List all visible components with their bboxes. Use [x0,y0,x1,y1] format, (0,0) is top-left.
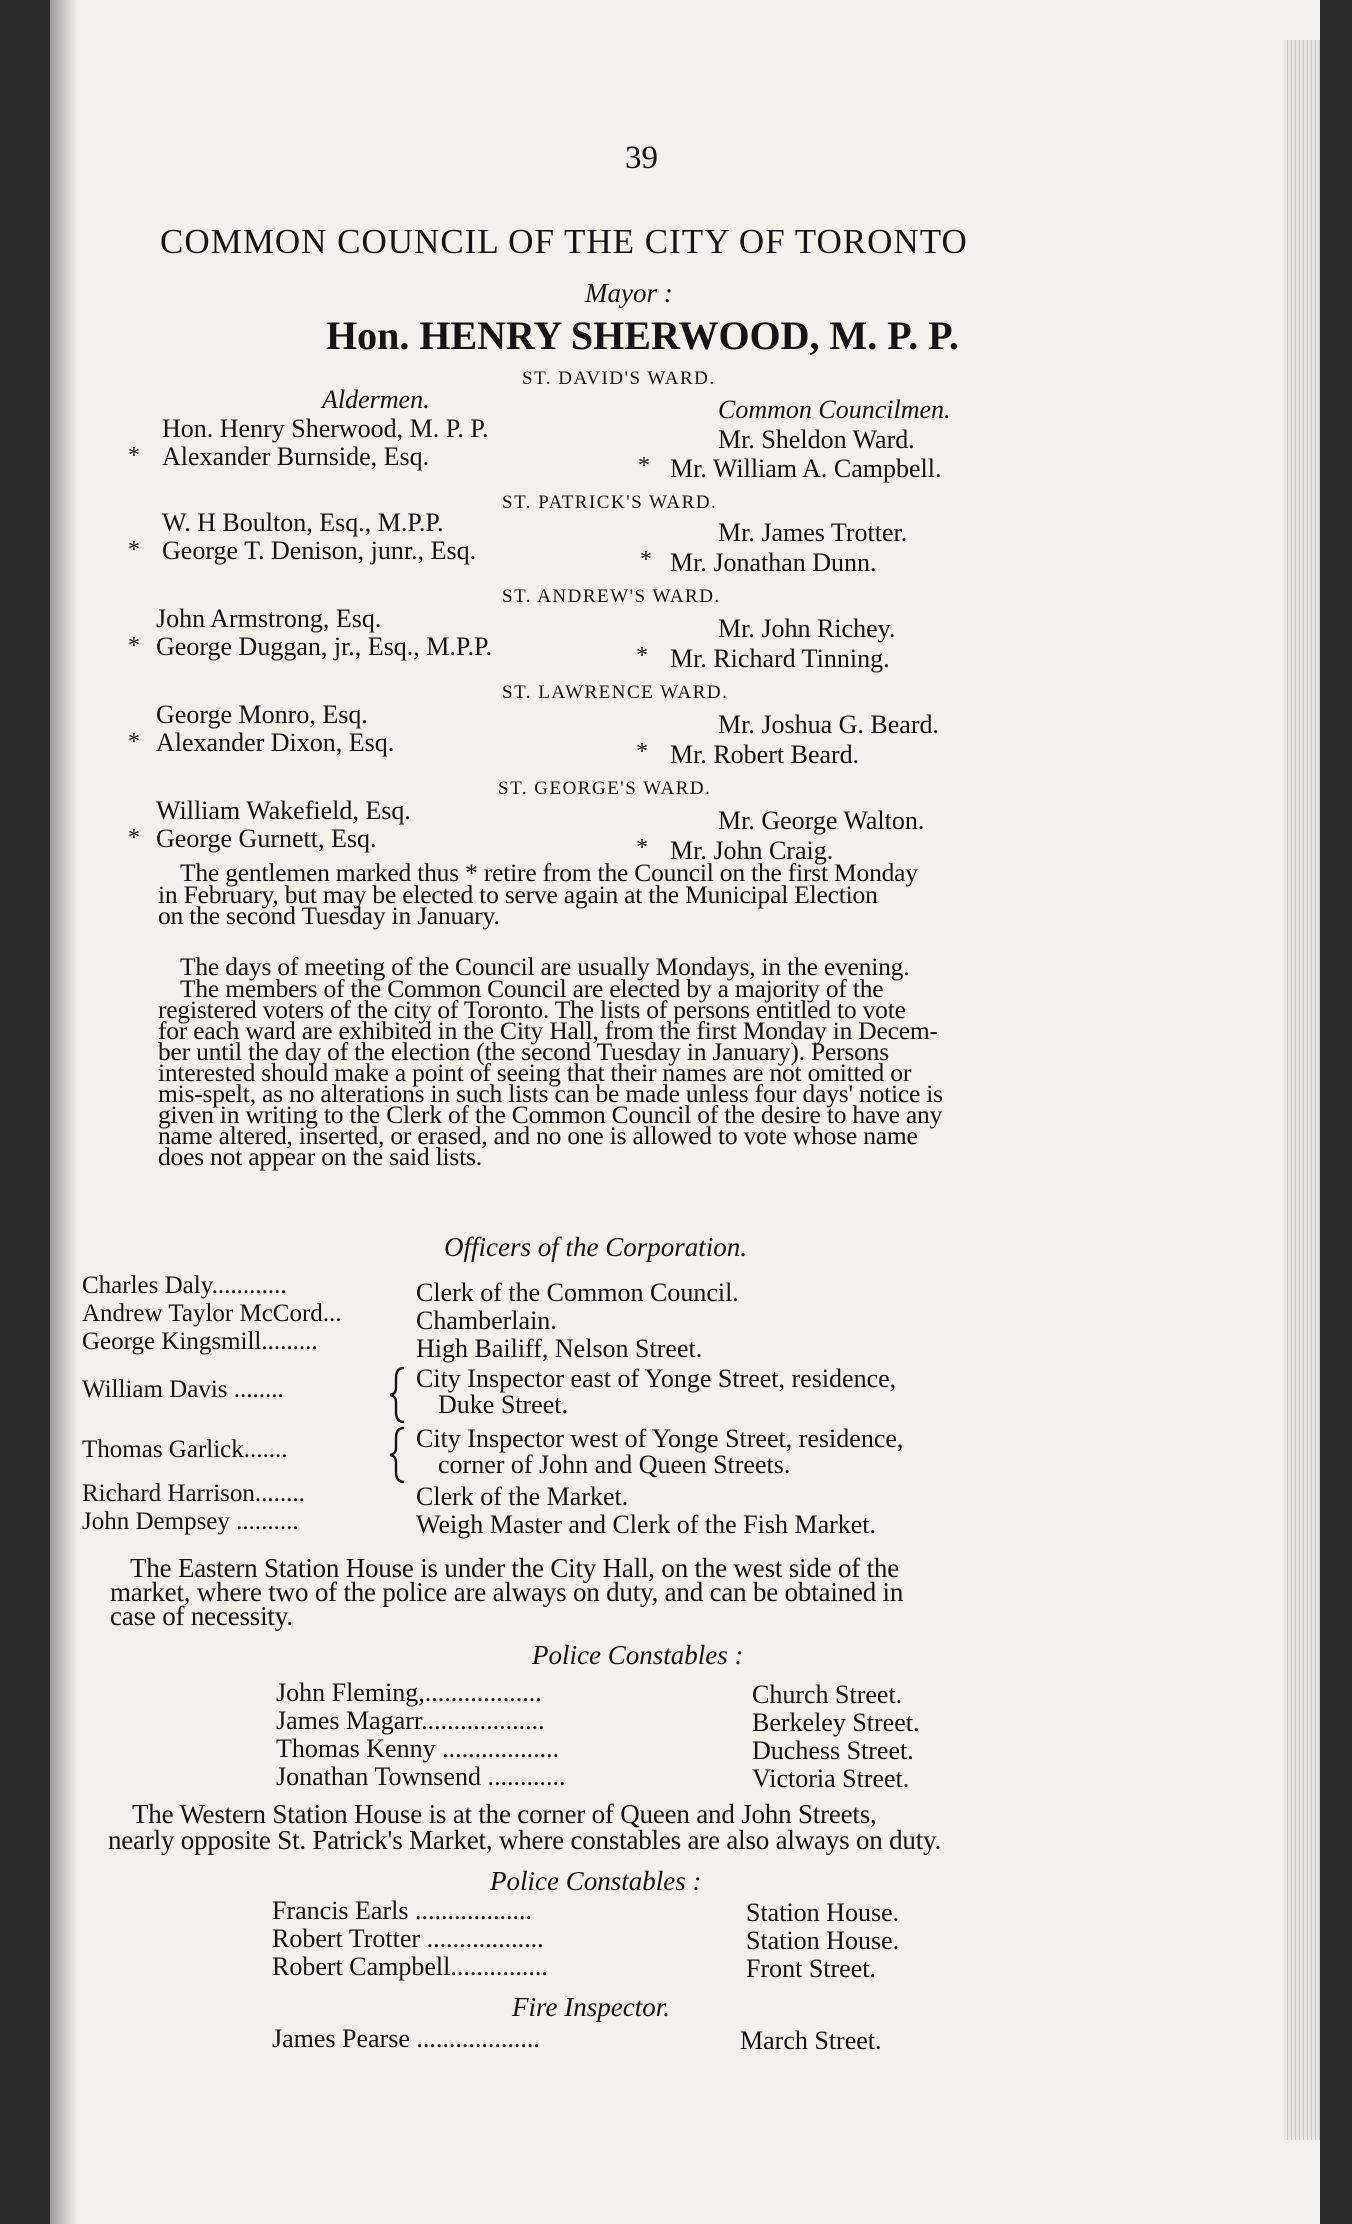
officer-name: George Kingsmill......... [82,1328,318,1355]
officer-name: Thomas Garlick....... [82,1436,288,1463]
constable-name: Robert Trotter .................. [272,1924,544,1953]
paragraph-line: interested should make a point of seeing that their names are not omitted or [158,1058,912,1087]
police-constables-heading: Police Constables : [490,1866,702,1896]
retire-mark: * [636,643,648,669]
book-page [50,0,1320,2224]
constable-name: James Magarr................... [276,1706,545,1735]
constable-name: Francis Earls .................. [272,1896,532,1925]
page-number: 39 [625,140,658,176]
ward-heading: ST. LAWRENCE WARD. [502,682,729,703]
constable-name: Jonathan Townsend ............ [276,1762,566,1791]
alderman-name: Alexander Dixon, Esq. [156,728,395,757]
ward-heading: ST. DAVID'S WARD. [522,368,716,389]
alderman-name: George T. Denison, junr., Esq. [162,536,477,565]
constable-name: John Fleming,.................. [276,1678,542,1707]
councilman-name: Mr. Sheldon Ward. [718,425,915,454]
paragraph-line: registered voters of the city of Toronto. The lists of persons entitled to vote [158,995,906,1024]
officer-name: Charles Daly............ [82,1272,287,1299]
police-constables-heading: Police Constables : [532,1640,744,1670]
councilman-name: Mr. John Richey. [718,614,896,643]
retire-mark: * [636,835,648,861]
councilman-name: Mr. William A. Campbell. [670,454,942,483]
paragraph-line: in February, but may be elected to serve again at the Municipal Election [158,880,878,909]
paragraph-line: case of necessity. [110,1601,293,1631]
constable-location: Church Street. [752,1680,903,1709]
officer-office: Weigh Master and Clerk of the Fish Market. [416,1510,877,1539]
paragraph-line: name altered, inserted, or erased, and no one is allowed to vote whose name [158,1121,918,1150]
officer-office: Duke Street. [438,1390,568,1419]
fire-inspector-name: James Pearse ................... [272,2024,540,2053]
retire-mark: * [128,825,140,851]
officer-office: City Inspector west of Yonge Street, residence, [416,1424,904,1453]
councilmen-header: Common Councilmen. [718,395,951,424]
ward-heading: ST. GEORGE'S WARD. [498,778,712,799]
mayor-label: Mayor : [585,278,673,308]
officers-heading: Officers of the Corporation. [444,1232,747,1262]
paragraph-line: market, where two of the police are always on duty, and can be obtained in [110,1577,904,1607]
officer-office: corner of John and Queen Streets. [438,1450,791,1479]
constable-location: Front Street. [746,1954,876,1983]
alderman-name: Alexander Burnside, Esq. [162,442,430,471]
paragraph-line: does not appear on the said lists. [158,1142,482,1171]
officer-office: City Inspector east of Yonge Street, residence, [416,1364,897,1393]
officer-office: Clerk of the Market. [416,1482,629,1511]
alderman-name: William Wakefield, Esq. [156,796,411,825]
alderman-name: George Monro, Esq. [156,700,368,729]
councilman-name: Mr. John Craig. [670,836,834,865]
fire-inspector-location: March Street. [740,2026,882,2055]
constable-name: Thomas Kenny .................. [276,1734,560,1763]
paragraph-line: nearly opposite St. Patrick's Market, where constables are also always on duty. [108,1825,942,1855]
paragraph-line: The Eastern Station House is under the City Hall, on the west side of the [130,1553,899,1583]
constable-location: Victoria Street. [752,1764,910,1793]
officer-name: Andrew Taylor McCord... [82,1300,342,1327]
paragraph-line: The gentlemen marked thus * retire from the Council on the first Monday [180,858,918,887]
paragraph-line: ber until the day of the election (the second Tuesday in January). Persons [158,1037,889,1066]
paragraph-line: mis-spelt, as no alterations in such lists can be made unless four days' notice is [158,1079,943,1108]
alderman-name: W. H Boulton, Esq., M.P.P. [162,508,444,537]
retire-mark: * [128,537,140,563]
retire-mark: * [636,739,648,765]
left-brace-icon [386,1366,410,1424]
retire-mark: * [128,633,140,659]
councilman-name: Mr. Robert Beard. [670,740,860,769]
retire-mark: * [128,443,140,469]
officer-office: Clerk of the Common Council. [416,1278,739,1307]
councilman-name: Mr. George Walton. [718,806,925,835]
book-spine-shadow [50,0,76,2224]
mayor-name: Hon. HENRY SHERWOOD, M. P. P. [326,313,959,358]
councilman-name: Mr. Jonathan Dunn. [670,548,877,577]
constable-name: Robert Campbell............... [272,1952,548,1981]
paragraph-line: for each ward are exhibited in the City Hall, from the first Monday in Decem- [158,1016,938,1045]
page-title: COMMON COUNCIL OF THE CITY OF TORONTO [160,222,968,261]
alderman-name: George Duggan, jr., Esq., M.P.P. [156,632,493,661]
constable-location: Station House. [746,1898,900,1927]
ward-heading: ST. PATRICK'S WARD. [502,492,718,513]
paragraph-line: The members of the Common Council are elected by a majority of the [180,974,884,1003]
left-brace-icon [386,1426,410,1484]
constable-location: Station House. [746,1926,900,1955]
retire-mark: * [128,729,140,755]
alderman-name: George Gurnett, Esq. [156,824,377,853]
ward-heading: ST. ANDREW'S WARD. [502,586,721,607]
retire-mark: * [640,547,652,573]
officer-office: Chamberlain. [416,1306,557,1335]
retire-mark: * [638,453,650,479]
page-edge-stack [1284,40,1320,2140]
officer-name: Richard Harrison........ [82,1480,305,1507]
alderman-name: Hon. Henry Sherwood, M. P. P. [162,414,489,443]
officer-name: John Dempsey .......... [82,1508,299,1535]
councilman-name: Mr. James Trotter. [718,518,908,547]
paragraph-line: given in writing to the Clerk of the Common Council of the desire to have any [158,1100,943,1129]
constable-location: Duchess Street. [752,1736,914,1765]
officer-office: High Bailiff, Nelson Street. [416,1334,703,1363]
paragraph-line: The Western Station House is at the corner of Queen and John Streets, [132,1799,877,1829]
constable-location: Berkeley Street. [752,1708,920,1737]
paragraph-line: The days of meeting of the Council are usually Mondays, in the evening. [180,952,910,981]
councilman-name: Mr. Joshua G. Beard. [718,710,939,739]
councilman-name: Mr. Richard Tinning. [670,644,890,673]
paragraph-line: on the second Tuesday in January. [158,901,500,930]
officer-name: William Davis ........ [82,1376,284,1403]
fire-inspector-heading: Fire Inspector. [512,1992,670,2022]
alderman-name: John Armstrong, Esq. [156,604,382,633]
aldermen-header: Aldermen. [322,385,430,414]
